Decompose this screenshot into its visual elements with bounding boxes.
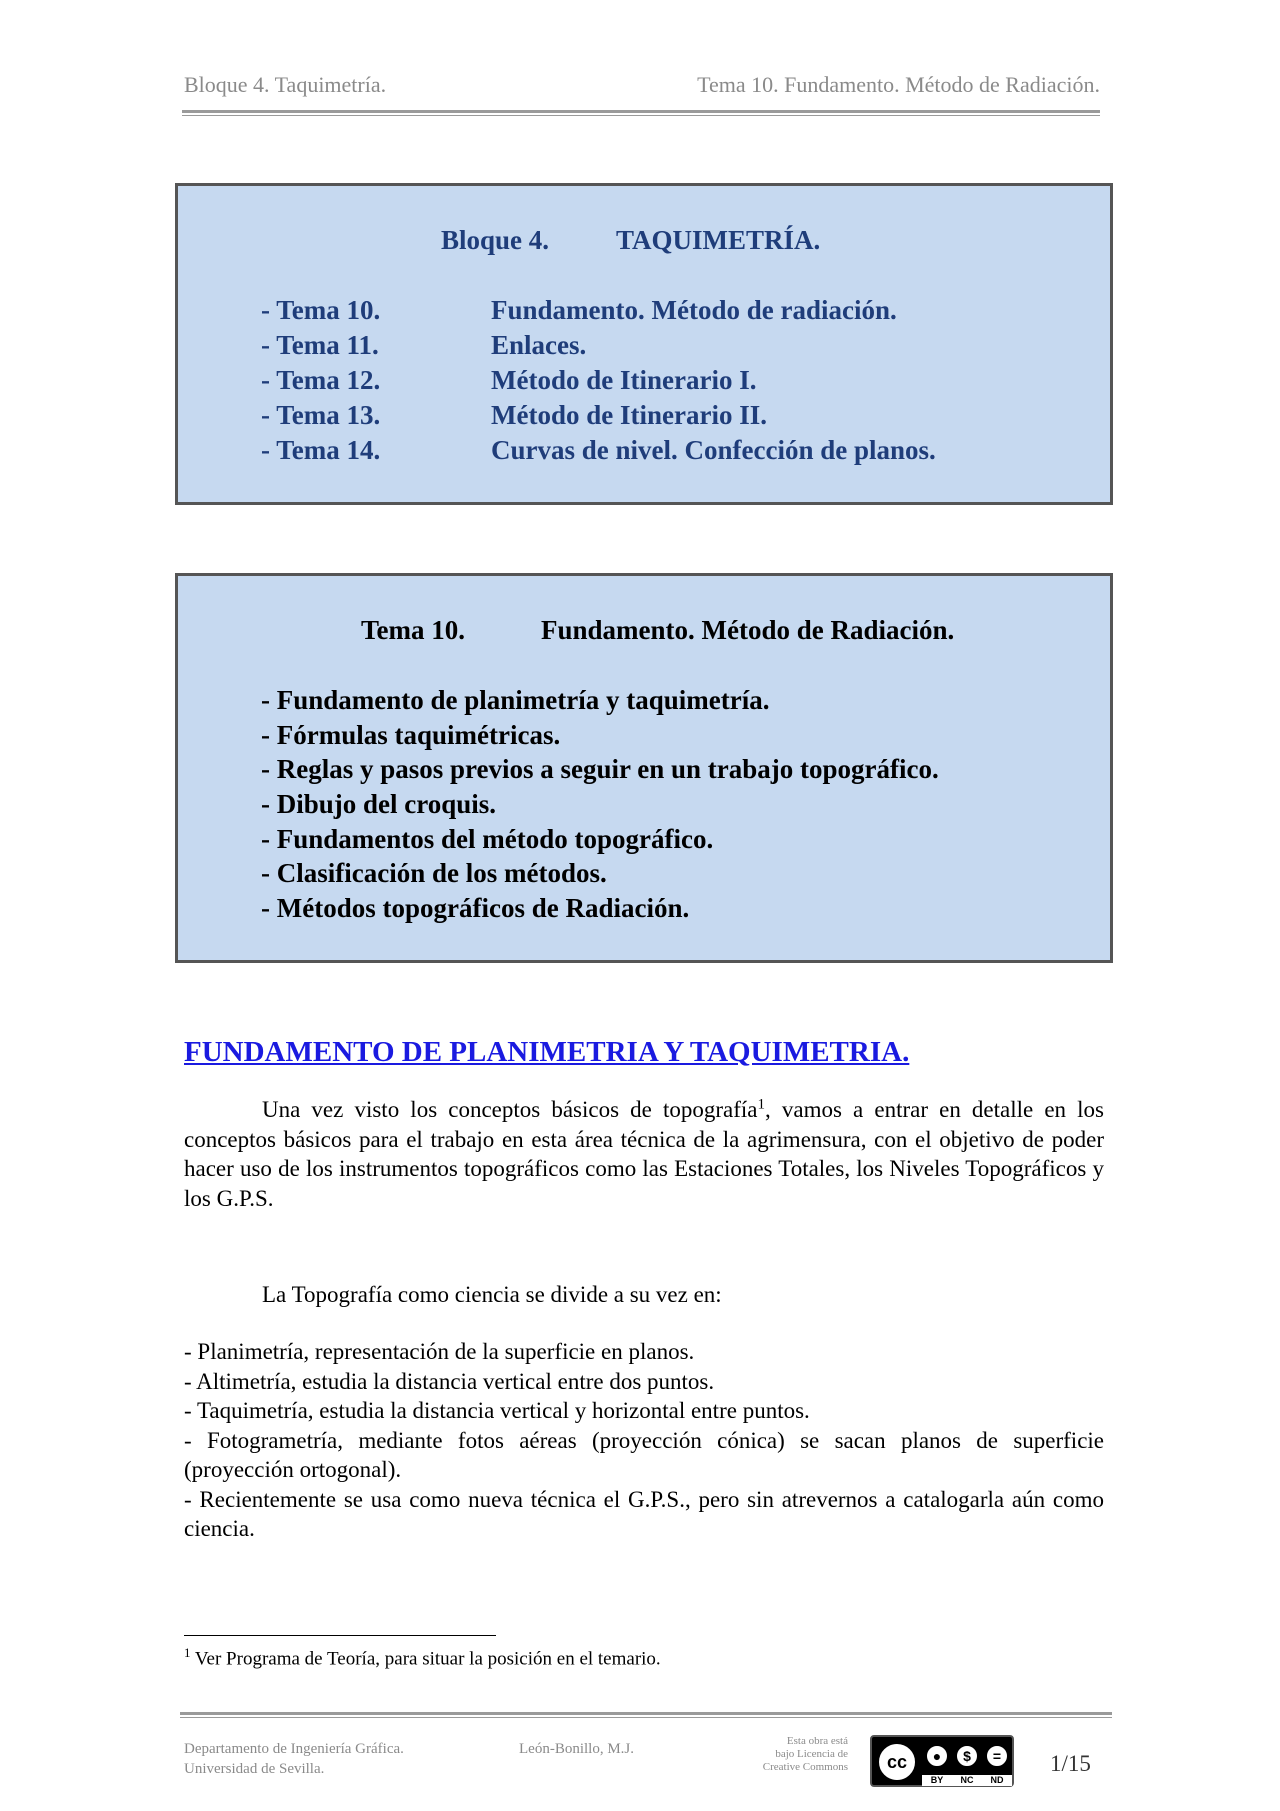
footnote	[184, 1646, 661, 1668]
block-item-num: - Tema 12.	[261, 365, 381, 395]
noderivatives-icon: =	[984, 1743, 1010, 1769]
division-intro: La Topografía como ciencia se divide a su vez en:	[262, 1282, 722, 1307]
topic-item: - Reglas y pasos previos a seguir en un trabajo topográfico.	[261, 754, 939, 784]
block-item-name: Método de Itinerario II.	[491, 400, 767, 430]
footer-divider	[180, 1712, 1112, 1718]
license-note	[700, 1735, 848, 1774]
topic-item: - Métodos topográficos de Radiación.	[261, 893, 690, 923]
block-item-num: - Tema 14.	[261, 435, 381, 465]
block-item-num: - Tema 13.	[261, 400, 381, 430]
block-item-name: Fundamento. Método de radiación.	[491, 295, 897, 325]
section-heading: FUNDAMENTO DE PLANIMETRIA Y TAQUIMETRIA.	[184, 1036, 910, 1068]
division-item: - Planimetría, representación de la superficie en planos.	[184, 1339, 695, 1364]
intro-paragraph	[184, 1095, 1104, 1213]
division-item: - Taquimetría, estudia la distancia vertical y horizontal entre puntos.	[184, 1398, 810, 1423]
topic-item: - Fórmulas taquimétricas.	[261, 720, 561, 750]
license-note-line: bajo Licencia de	[775, 1748, 848, 1760]
page-number: 1/15	[1050, 1751, 1091, 1776]
by-label: BY	[922, 1775, 952, 1786]
footnote-divider	[184, 1635, 496, 1636]
topic-title-number: Tema 10.	[361, 615, 466, 645]
header-divider	[182, 110, 1100, 116]
topic-item: - Fundamento de planimetría y taquimetría.	[261, 685, 770, 715]
division-item: - Altimetría, estudia la distancia vertical entre dos puntos.	[184, 1368, 715, 1394]
nc-label: NC	[952, 1775, 982, 1786]
block-title-name: TAQUIMETRÍA.	[616, 225, 821, 255]
creative-commons-badge[interactable]	[870, 1735, 1014, 1787]
topic-item: - Fundamentos del método topográfico.	[261, 824, 714, 854]
license-note-line: Creative Commons	[762, 1761, 848, 1773]
block-item-name: Enlaces.	[491, 330, 587, 360]
footer-author: León-Bonillo, M.J.	[519, 1741, 634, 1757]
block-item-num: - Tema 10.	[261, 295, 381, 325]
block-item-name: Método de Itinerario I.	[491, 365, 757, 395]
nd-label: ND	[982, 1775, 1012, 1786]
footer-department: Departamento de Ingeniería Gráfica.	[184, 1741, 404, 1757]
footer-university: Universidad de Sevilla.	[184, 1761, 325, 1777]
running-header-left: Bloque 4. Taquimetría.	[184, 72, 387, 97]
block-title-number: Bloque 4.	[441, 225, 550, 255]
topic-item: - Clasificación de los métodos.	[261, 858, 607, 888]
intro-text-before: Una vez visto los conceptos básicos de topografía	[262, 1097, 758, 1122]
block-item-num: - Tema 11.	[261, 330, 379, 360]
division-item: - Recientemente se usa como nueva técnica el G.P.S., pero sin atrevernos a catalogarla aún como ciencia.	[184, 1486, 1104, 1541]
cc-icon: cc	[876, 1741, 918, 1783]
division-list	[184, 1337, 1104, 1544]
intro-text-after: , vamos a entrar en detalle en los conceptos básicos para el trabajo en esta área técnica de la agrimensura, con el objetivo de poder hacer uso de los instrumentos topográficos como las Estaciones Totales, los Niveles Topográficos y los G.P.S.	[184, 1097, 1104, 1211]
footnote-reference[interactable]: 1	[757, 1096, 766, 1113]
license-note-line: Esta obra está	[786, 1735, 848, 1747]
footnote-text: Ver Programa de Teoría, para situar la posición en el temario.	[194, 1648, 661, 1670]
division-item: - Fotogrametría, mediante fotos aéreas (proyección cónica) se sacan planos de superficie (proyección ortogonal).	[184, 1427, 1104, 1482]
topic-title-name: Fundamento. Método de Radiación.	[541, 615, 955, 645]
running-header-right: Tema 10. Fundamento. Método de Radiación.	[697, 72, 1100, 97]
footnote-marker: 1	[184, 1645, 191, 1660]
attribution-icon: ●	[924, 1743, 950, 1769]
block-item-name: Curvas de nivel. Confección de planos.	[491, 435, 936, 465]
topic-item: - Dibujo del croquis.	[261, 789, 497, 819]
noncommercial-icon: $	[954, 1743, 980, 1769]
